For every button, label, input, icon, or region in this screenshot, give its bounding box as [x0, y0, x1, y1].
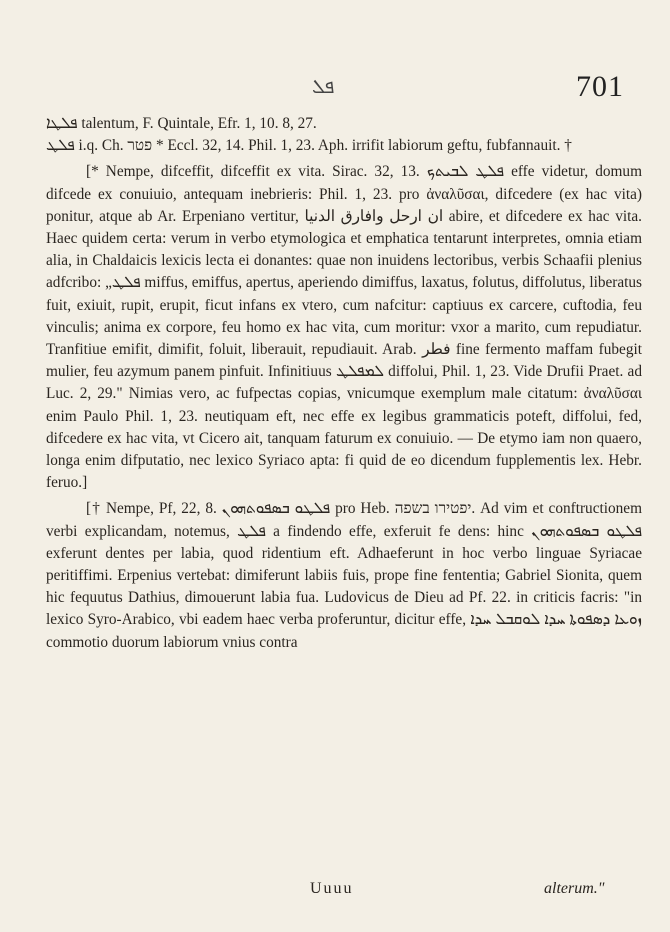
running-head-syriac: ܦܠ — [312, 76, 335, 98]
text-body — [46, 113, 642, 654]
entry-talentum: ܦܠܛܐ talentum, F. Quintale, Efr. 1, 10. 8, 27. — [46, 115, 317, 132]
page-number: 701 — [576, 70, 624, 103]
note-dagger: [† Nempe, Pf, 22, 8. ܦܠܛܘ ܒܣܦܘܬܗܘܢ pro Heb. יפטירו בשפה. Ad vim et conftructionem verbi explicandam, notemus, ܦܠܛ a findendo effe, exferuit fe dens: hinc ܦܠܛܘ ܒܣܦܘܬܗܘܢ exferunt dentes per labia, quod ridentium eft. Adhaeferunt in hoc verbo linguae Syriacae peritiffimi. Erpenius vertebat: dimiferunt labiis fuis, prope fine fententia; Gabriel Sionita, quem hic fequutus Dathius, dimouerunt labia fua. Ludovicus de Dieu ad Pf. 22. in criticis facris: "in lexico Syro-Arabico, vbi eadem haec verba proferuntur, dicitur effe, ܙܘܥܐ ܕܣܦܘܬܐ ܚܕܐ ܠܘܩܒܠ ܚܕܐ commotio duorum labiorum vnius contra — [46, 500, 642, 651]
note-star: [* Nempe, difceffit, difceffit ex vita. Sirac. 32, 13. ܦܠܛ ܠܒܝܬܟ effe videtur, domum difcede ex conuiuio, antequam inebrieris: Phil. 1, 23. pro ἀναλῦσαι, difcedere (ex hac vita) ponitur, atque ab Ar. Erpeniano vertitur, ان ارحل وافارق الدنيا abire, et difcedere ex hac vita. Haec quidem certa: verum in verbo etymologica et emphatica tentarunt interpretes, omnia etiam alia, in Chaldaicis lexicis lecta ei donantes: quae non inuidens lectoribus, verbis Schaafii plenius adfcribo: „ܦܠܛ miffus, emiffus, apertus, aperiendo dimiffus, laxatus, folutus, diffolutus, liberatus fuit, exiuit, rupit, erupit, ficut infans ex vtero, cum nafcitur: captiuus ex carcere, cuftodia, feu vinculis; anima ex corpore, feu homo ex hac vita, cum moritur: vxor a marito, cum repudiatur. Tranfitiue emifit, dimifit, foluit, liberauit, repudiauit. Arab. فطر fine fermento maffam fubegit mulier, feu azymum panem pinfuit. Infinitiuus ܠܡܦܠܛ diffolui, Phil. 1, 23. Vide Drufii Praet. ad Luc. 2, 29." Nimias vero, ac fufpectas copias, vnicumque exemplum male citatum: ἀναλῦσαι enim Paulo Phil. 1, 23. neutiquam eft, nec effe ex legibus grammaticis poteft, diffolui, fed, difcedere ex hac vita, vt Cicero ait, tanquam faturum ex conuiuio. — De etymo iam non quaero, longa enim difputatio, nec lexico Syriaco apta: fi quid de eo dicendum fupplementis lex. Hebr. feruo.] — [46, 163, 642, 492]
running-header — [0, 70, 670, 110]
catchword: alterum." — [544, 880, 605, 897]
signature-mark: Uuuu — [310, 880, 354, 897]
page-footer — [0, 880, 670, 910]
entry-palat: ܦܠܛ i.q. Ch. פטר * Eccl. 32, 14. Phil. 1, 23. Aph. irrifit labiorum geftu, fubfannauit. † — [46, 137, 572, 155]
